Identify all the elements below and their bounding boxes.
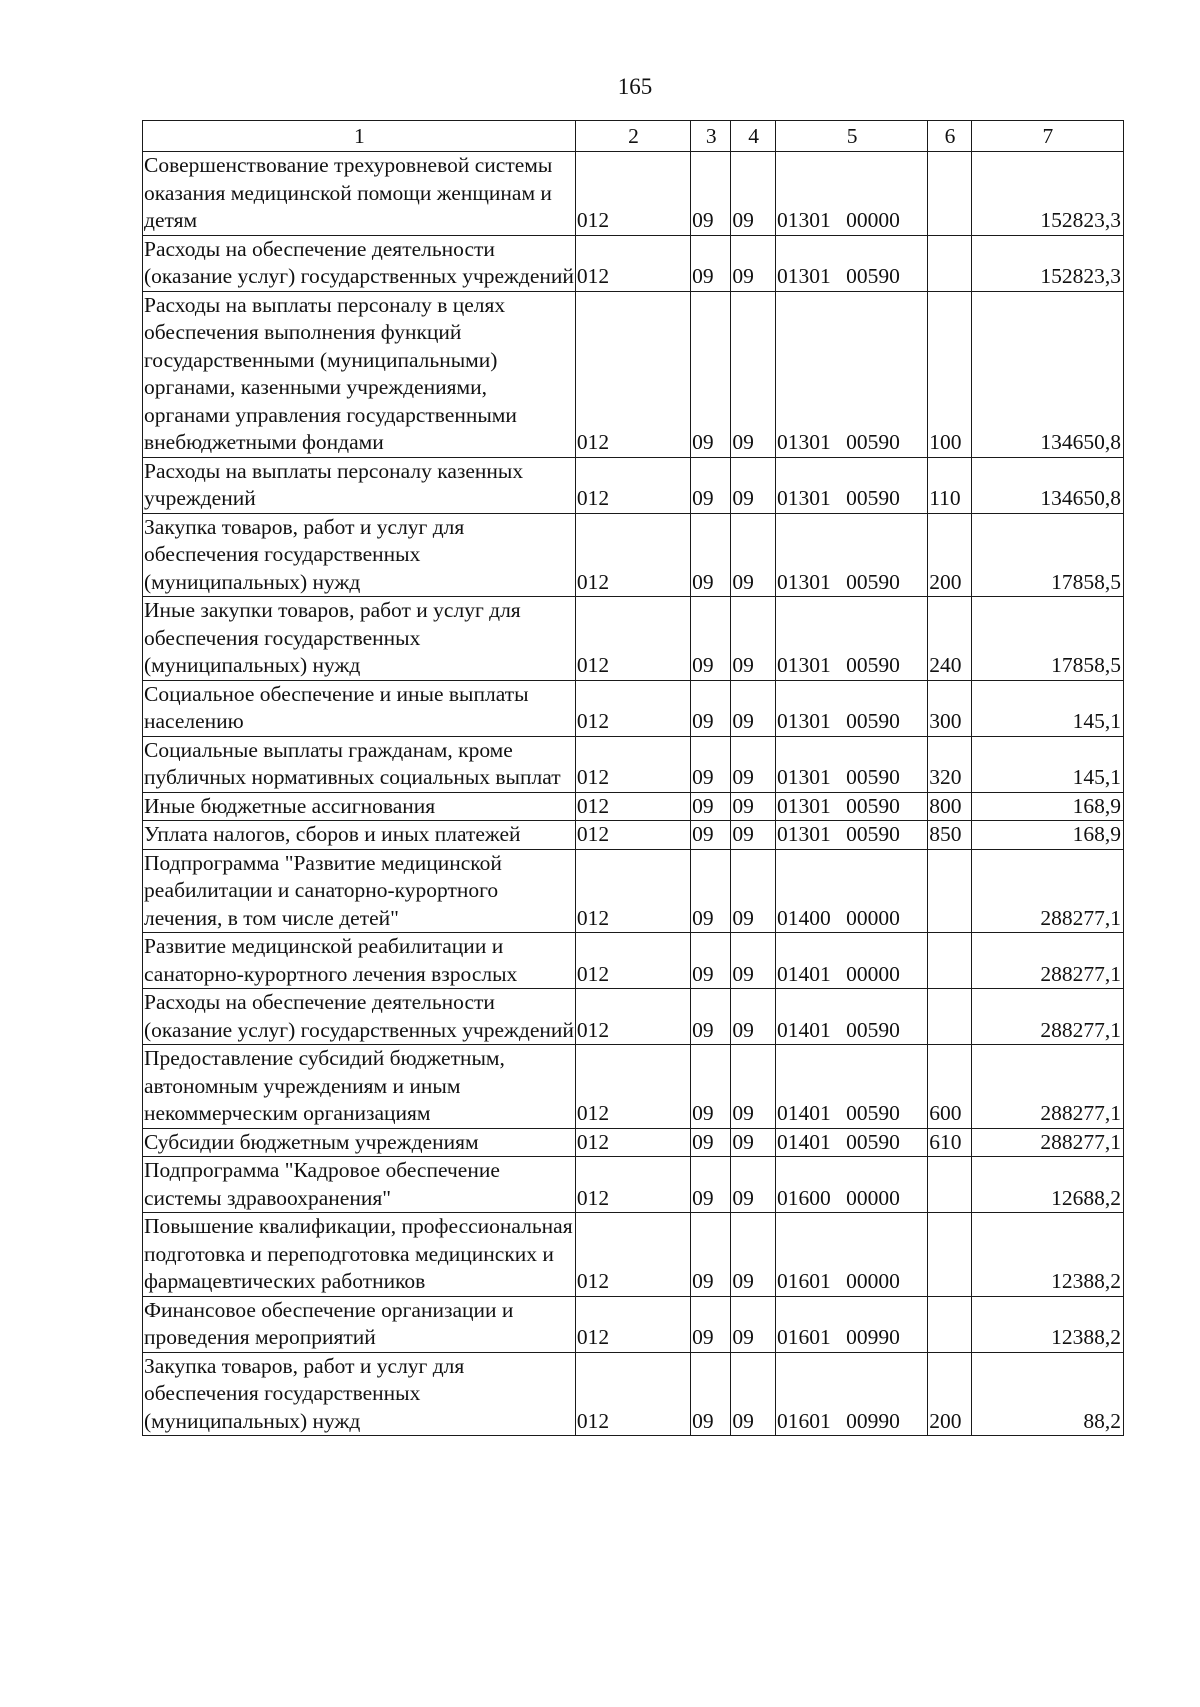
section-cell: 09 [691, 1157, 731, 1213]
table-row [143, 513, 1124, 597]
target-article-cell: 01601 00990 [775, 1296, 927, 1352]
target-article-cell: 01301 00590 [775, 291, 927, 457]
ministry-code-cell: 012 [575, 989, 690, 1045]
section-cell: 09 [691, 821, 731, 850]
expense-type-cell: 200 [928, 513, 972, 597]
amount-cell: 145,1 [971, 680, 1123, 736]
ministry-code-cell: 012 [575, 933, 690, 989]
amount-cell: 12388,2 [971, 1296, 1123, 1352]
table-row [143, 821, 1124, 850]
row-name-cell: Расходы на обеспечение деятельности (оказание услуг) государственных учреждений [143, 989, 576, 1045]
row-name-cell: Расходы на выплаты персоналу в целях обеспечения выполнения функций государственными (муниципальными) органами, казенными учреждениями, органами управления государственными внебюджетными фондами [143, 291, 576, 457]
section-cell: 09 [691, 1352, 731, 1436]
amount-cell: 12688,2 [971, 1157, 1123, 1213]
table-row [143, 1128, 1124, 1157]
amount-cell: 288277,1 [971, 989, 1123, 1045]
expense-type-cell: 100 [928, 291, 972, 457]
row-name-cell: Подпрограмма "Развитие медицинской реабилитации и санаторно-курортного лечения, в том числе детей" [143, 849, 576, 933]
budget-table [142, 120, 1124, 1436]
target-article-cell: 01301 00590 [775, 597, 927, 681]
section-cell: 09 [691, 1296, 731, 1352]
amount-cell: 134650,8 [971, 457, 1123, 513]
table-row [143, 1213, 1124, 1297]
expense-type-cell: 110 [928, 457, 972, 513]
amount-cell: 134650,8 [971, 291, 1123, 457]
table-row [143, 235, 1124, 291]
subsection-cell: 09 [731, 680, 776, 736]
amount-cell: 168,9 [971, 821, 1123, 850]
expense-type-cell [928, 849, 972, 933]
row-name-cell: Финансовое обеспечение организации и проведения мероприятий [143, 1296, 576, 1352]
page-number: 165 [617, 74, 653, 99]
target-article-cell: 01301 00000 [775, 152, 927, 236]
section-cell: 09 [691, 933, 731, 989]
amount-cell: 288277,1 [971, 1128, 1123, 1157]
row-name-cell: Социальные выплаты гражданам, кроме публичных нормативных социальных выплат [143, 736, 576, 792]
expense-type-cell: 240 [928, 597, 972, 681]
amount-cell: 288277,1 [971, 1045, 1123, 1129]
expense-type-cell [928, 152, 972, 236]
expense-type-cell: 800 [928, 792, 972, 821]
target-article-cell: 01301 00590 [775, 821, 927, 850]
target-article-cell: 01400 00000 [775, 849, 927, 933]
expense-type-cell [928, 933, 972, 989]
target-article-cell: 01601 00000 [775, 1213, 927, 1297]
section-cell: 09 [691, 457, 731, 513]
column-header: 6 [928, 121, 972, 152]
ministry-code-cell: 012 [575, 1128, 690, 1157]
subsection-cell: 09 [731, 1352, 776, 1436]
amount-cell: 88,2 [971, 1352, 1123, 1436]
ministry-code-cell: 012 [575, 821, 690, 850]
subsection-cell: 09 [731, 1296, 776, 1352]
ministry-code-cell: 012 [575, 736, 690, 792]
section-cell: 09 [691, 792, 731, 821]
section-cell: 09 [691, 597, 731, 681]
row-name-cell: Подпрограмма "Кадровое обеспечение системы здравоохранения" [143, 1157, 576, 1213]
row-name-cell: Закупка товаров, работ и услуг для обеспечения государственных (муниципальных) нужд [143, 513, 576, 597]
table-row [143, 736, 1124, 792]
subsection-cell: 09 [731, 235, 776, 291]
target-article-cell: 01301 00590 [775, 457, 927, 513]
table-row [143, 597, 1124, 681]
target-article-cell: 01301 00590 [775, 792, 927, 821]
amount-cell: 17858,5 [971, 597, 1123, 681]
subsection-cell: 09 [731, 933, 776, 989]
ministry-code-cell: 012 [575, 849, 690, 933]
row-name-cell: Уплата налогов, сборов и иных платежей [143, 821, 576, 850]
subsection-cell: 09 [731, 1045, 776, 1129]
column-header: 3 [691, 121, 731, 152]
target-article-cell: 01401 00590 [775, 1128, 927, 1157]
expense-type-cell [928, 989, 972, 1045]
ministry-code-cell: 012 [575, 1045, 690, 1129]
table-row [143, 1157, 1124, 1213]
table-row [143, 849, 1124, 933]
ministry-code-cell: 012 [575, 291, 690, 457]
column-header: 4 [731, 121, 776, 152]
expense-type-cell: 320 [928, 736, 972, 792]
target-article-cell: 01401 00590 [775, 989, 927, 1045]
row-name-cell: Иные бюджетные ассигнования [143, 792, 576, 821]
expense-type-cell: 200 [928, 1352, 972, 1436]
table-row [143, 1352, 1124, 1436]
subsection-cell: 09 [731, 792, 776, 821]
expense-type-cell: 850 [928, 821, 972, 850]
section-cell: 09 [691, 291, 731, 457]
target-article-cell: 01600 00000 [775, 1157, 927, 1213]
expense-type-cell [928, 235, 972, 291]
expense-type-cell: 600 [928, 1045, 972, 1129]
row-name-cell: Субсидии бюджетным учреждениям [143, 1128, 576, 1157]
amount-cell: 168,9 [971, 792, 1123, 821]
table-row [143, 1045, 1124, 1129]
target-article-cell: 01301 00590 [775, 736, 927, 792]
column-header: 5 [775, 121, 927, 152]
expense-type-cell [928, 1296, 972, 1352]
expense-type-cell [928, 1213, 972, 1297]
table-body [143, 152, 1124, 1436]
section-cell: 09 [691, 1213, 731, 1297]
row-name-cell: Повышение квалификации, профессиональная подготовка и переподготовка медицинских и фармацевтических работников [143, 1213, 576, 1297]
row-name-cell: Предоставление субсидий бюджетным, автономным учреждениям и иным некоммерческим организациям [143, 1045, 576, 1129]
subsection-cell: 09 [731, 736, 776, 792]
subsection-cell: 09 [731, 513, 776, 597]
table-row [143, 457, 1124, 513]
expense-type-cell [928, 1157, 972, 1213]
subsection-cell: 09 [731, 1157, 776, 1213]
table-header-row [143, 121, 1124, 152]
amount-cell: 17858,5 [971, 513, 1123, 597]
amount-cell: 152823,3 [971, 152, 1123, 236]
column-header: 7 [971, 121, 1123, 152]
subsection-cell: 09 [731, 597, 776, 681]
ministry-code-cell: 012 [575, 513, 690, 597]
section-cell: 09 [691, 736, 731, 792]
subsection-cell: 09 [731, 821, 776, 850]
amount-cell: 12388,2 [971, 1213, 1123, 1297]
target-article-cell: 01301 00590 [775, 235, 927, 291]
amount-cell: 152823,3 [971, 235, 1123, 291]
section-cell: 09 [691, 235, 731, 291]
table-row [143, 152, 1124, 236]
table-row [143, 1296, 1124, 1352]
target-article-cell: 01301 00590 [775, 680, 927, 736]
table-row [143, 291, 1124, 457]
row-name-cell: Совершенствование трехуровневой системы оказания медицинской помощи женщинам и детям [143, 152, 576, 236]
ministry-code-cell: 012 [575, 1157, 690, 1213]
section-cell: 09 [691, 1045, 731, 1129]
target-article-cell: 01301 00590 [775, 513, 927, 597]
row-name-cell: Расходы на выплаты персоналу казенных учреждений [143, 457, 576, 513]
row-name-cell: Расходы на обеспечение деятельности (оказание услуг) государственных учреждений [143, 235, 576, 291]
table-row [143, 680, 1124, 736]
target-article-cell: 01401 00000 [775, 933, 927, 989]
amount-cell: 288277,1 [971, 933, 1123, 989]
subsection-cell: 09 [731, 849, 776, 933]
section-cell: 09 [691, 849, 731, 933]
row-name-cell: Развитие медицинской реабилитации и санаторно-курортного лечения взрослых [143, 933, 576, 989]
row-name-cell: Социальное обеспечение и иные выплаты населению [143, 680, 576, 736]
expense-type-cell: 300 [928, 680, 972, 736]
subsection-cell: 09 [731, 291, 776, 457]
subsection-cell: 09 [731, 457, 776, 513]
table-row [143, 989, 1124, 1045]
subsection-cell: 09 [731, 1213, 776, 1297]
ministry-code-cell: 012 [575, 235, 690, 291]
section-cell: 09 [691, 513, 731, 597]
column-header: 2 [575, 121, 690, 152]
section-cell: 09 [691, 680, 731, 736]
amount-cell: 288277,1 [971, 849, 1123, 933]
table-row [143, 933, 1124, 989]
target-article-cell: 01401 00590 [775, 1045, 927, 1129]
ministry-code-cell: 012 [575, 1296, 690, 1352]
subsection-cell: 09 [731, 989, 776, 1045]
table-row [143, 792, 1124, 821]
ministry-code-cell: 012 [575, 457, 690, 513]
ministry-code-cell: 012 [575, 792, 690, 821]
ministry-code-cell: 012 [575, 1213, 690, 1297]
column-header: 1 [143, 121, 576, 152]
target-article-cell: 01601 00990 [775, 1352, 927, 1436]
row-name-cell: Закупка товаров, работ и услуг для обеспечения государственных (муниципальных) нужд [143, 1352, 576, 1436]
subsection-cell: 09 [731, 152, 776, 236]
row-name-cell: Иные закупки товаров, работ и услуг для обеспечения государственных (муниципальных) нужд [143, 597, 576, 681]
section-cell: 09 [691, 152, 731, 236]
ministry-code-cell: 012 [575, 1352, 690, 1436]
subsection-cell: 09 [731, 1128, 776, 1157]
section-cell: 09 [691, 1128, 731, 1157]
expense-type-cell: 610 [928, 1128, 972, 1157]
ministry-code-cell: 012 [575, 597, 690, 681]
ministry-code-cell: 012 [575, 680, 690, 736]
section-cell: 09 [691, 989, 731, 1045]
amount-cell: 145,1 [971, 736, 1123, 792]
ministry-code-cell: 012 [575, 152, 690, 236]
